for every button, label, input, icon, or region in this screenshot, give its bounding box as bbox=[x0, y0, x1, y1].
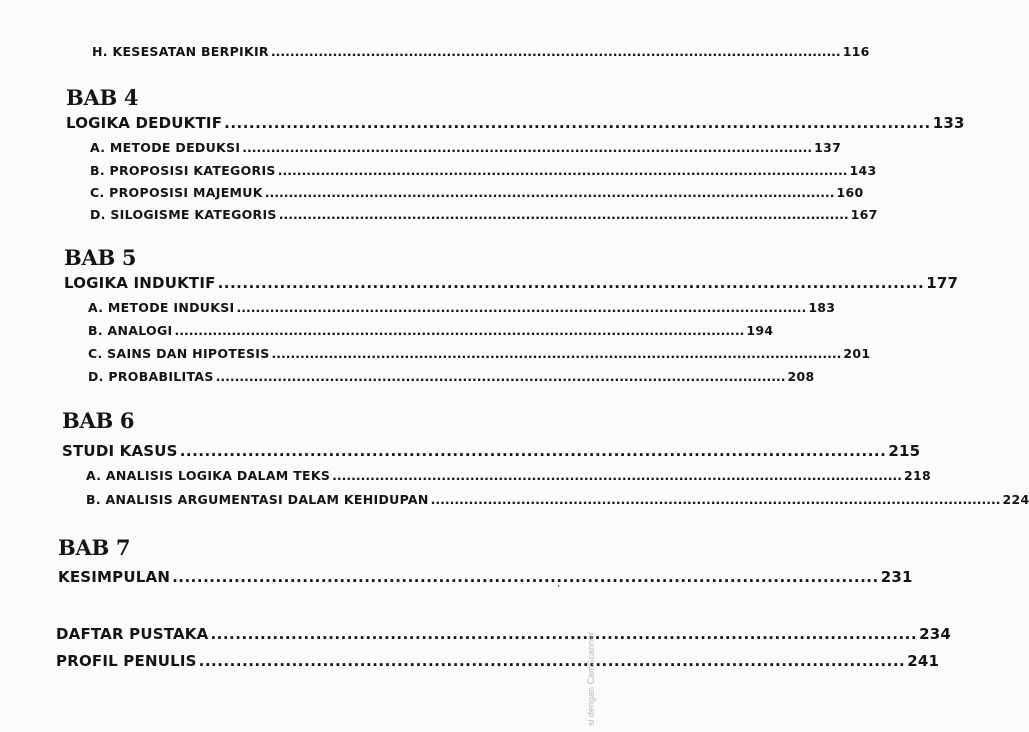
bab5-heading: BAB 5 bbox=[64, 245, 137, 270]
toc-entry-label: B. PROPOSISI KATEGORIS bbox=[90, 163, 276, 178]
toc-entry-page: 143 bbox=[849, 163, 877, 178]
leader-dots: .................................................................................................................. bbox=[172, 568, 879, 586]
bab6-heading: BAB 6 bbox=[62, 408, 135, 433]
toc-entry-metode-induksi bbox=[88, 300, 836, 315]
toc-entry-label: B. ANALISIS ARGUMENTASI DALAM KEHIDUPAN bbox=[86, 492, 429, 507]
scan-mark: ’ bbox=[557, 584, 561, 595]
toc-entry-label: DAFTAR PUSTAKA bbox=[56, 625, 209, 643]
toc-entry-studi-kasus bbox=[62, 442, 921, 460]
bab7-heading: BAB 7 bbox=[58, 535, 131, 560]
toc-entry-metode-deduksi bbox=[90, 140, 842, 155]
leader-dots: .................................................................................................................. bbox=[224, 114, 931, 132]
toc-entry-page: 116 bbox=[842, 44, 870, 59]
toc-entry-label: C. SAINS DAN HIPOTESIS bbox=[88, 346, 270, 361]
leader-dots: ........................................................................................................................ bbox=[242, 140, 813, 155]
toc-entry-page: 215 bbox=[888, 442, 921, 460]
toc-entry-sains-dan-hipotesis bbox=[88, 346, 871, 361]
leader-dots: ........................................................................................................................ bbox=[278, 207, 849, 222]
toc-entry-page: 194 bbox=[746, 323, 774, 338]
toc-entry-kesimpulan bbox=[58, 568, 913, 586]
toc-entry-page: 241 bbox=[907, 652, 940, 670]
toc-entry-label: STUDI KASUS bbox=[62, 442, 178, 460]
toc-entry-page: 231 bbox=[880, 568, 913, 586]
toc-entry-page: 177 bbox=[926, 274, 959, 292]
toc-entry-label: LOGIKA INDUKTIF bbox=[64, 274, 216, 292]
toc-entry-label: D. PROBABILITAS bbox=[88, 369, 214, 384]
leader-dots: .................................................................................................................. bbox=[217, 274, 925, 292]
toc-entry-page: 137 bbox=[814, 140, 842, 155]
toc-entry-label: A. METODE INDUKSI bbox=[88, 300, 235, 315]
toc-entry-daftar-pustaka bbox=[56, 625, 951, 643]
toc-entry-label: A. ANALISIS LOGIKA DALAM TEKS bbox=[86, 468, 331, 483]
toc-entry-label: PROFIL PENULIS bbox=[56, 652, 197, 670]
leader-dots: ........................................................................................................................ bbox=[264, 185, 835, 200]
toc-entry-analisis-argumentasi bbox=[86, 492, 1029, 507]
toc-entry-page: 224 bbox=[1002, 492, 1029, 507]
leader-dots: .................................................................................................................. bbox=[198, 652, 906, 670]
leader-dots: ........................................................................................................................ bbox=[215, 369, 786, 384]
toc-entry-page: 183 bbox=[808, 300, 836, 315]
toc-entry-label: C. PROPOSISI MAJEMUK bbox=[90, 185, 263, 200]
toc-entry-page: 167 bbox=[850, 207, 878, 222]
scanner-watermark: si dengan CamScanner bbox=[586, 631, 596, 726]
toc-entry-page: 133 bbox=[932, 114, 965, 132]
leader-dots: ........................................................................................................................ bbox=[236, 300, 807, 315]
leader-dots: .................................................................................................................. bbox=[179, 442, 887, 460]
leader-dots: ........................................................................................................................ bbox=[332, 468, 902, 483]
toc-entry-profil-penulis bbox=[56, 652, 940, 670]
toc-entry-analisis-logika bbox=[86, 468, 931, 483]
toc-entry-logika-induktif bbox=[64, 274, 959, 292]
toc-entry-label: KESIMPULAN bbox=[58, 568, 171, 586]
leader-dots: ........................................................................................................................ bbox=[174, 323, 745, 338]
toc-entry-h-kesesatan bbox=[92, 44, 870, 59]
toc-entry-silogisme-kategoris bbox=[90, 207, 878, 222]
toc-entry-page: 208 bbox=[787, 369, 815, 384]
leader-dots: .................................................................................................................. bbox=[210, 625, 918, 643]
toc-entry-label: B. ANALOGI bbox=[88, 323, 173, 338]
toc-entry-proposisi-majemuk bbox=[90, 185, 864, 200]
leader-dots: ........................................................................................................................ bbox=[271, 346, 842, 361]
toc-entry-label: D. SILOGISME KATEGORIS bbox=[90, 207, 277, 222]
toc-entry-page: 218 bbox=[903, 468, 931, 483]
bab4-heading: BAB 4 bbox=[66, 85, 139, 110]
toc-entry-proposisi-kategoris bbox=[90, 163, 877, 178]
toc-entry-probabilitas bbox=[88, 369, 815, 384]
toc-entry-label: H. KESESATAN BERPIKIR bbox=[92, 44, 269, 59]
toc-entry-page: 234 bbox=[919, 625, 951, 643]
leader-dots: ........................................................................................................................ bbox=[430, 492, 1001, 507]
leader-dots: ........................................................................................................................ bbox=[270, 44, 841, 59]
toc-entry-label: LOGIKA DEDUKTIF bbox=[66, 114, 223, 132]
toc-entry-analogi bbox=[88, 323, 774, 338]
toc-entry-label: A. METODE DEDUKSI bbox=[90, 140, 241, 155]
leader-dots: ........................................................................................................................ bbox=[277, 163, 848, 178]
toc-entry-page: 160 bbox=[836, 185, 864, 200]
toc-entry-logika-deduktif bbox=[66, 114, 965, 132]
toc-entry-page: 201 bbox=[843, 346, 871, 361]
